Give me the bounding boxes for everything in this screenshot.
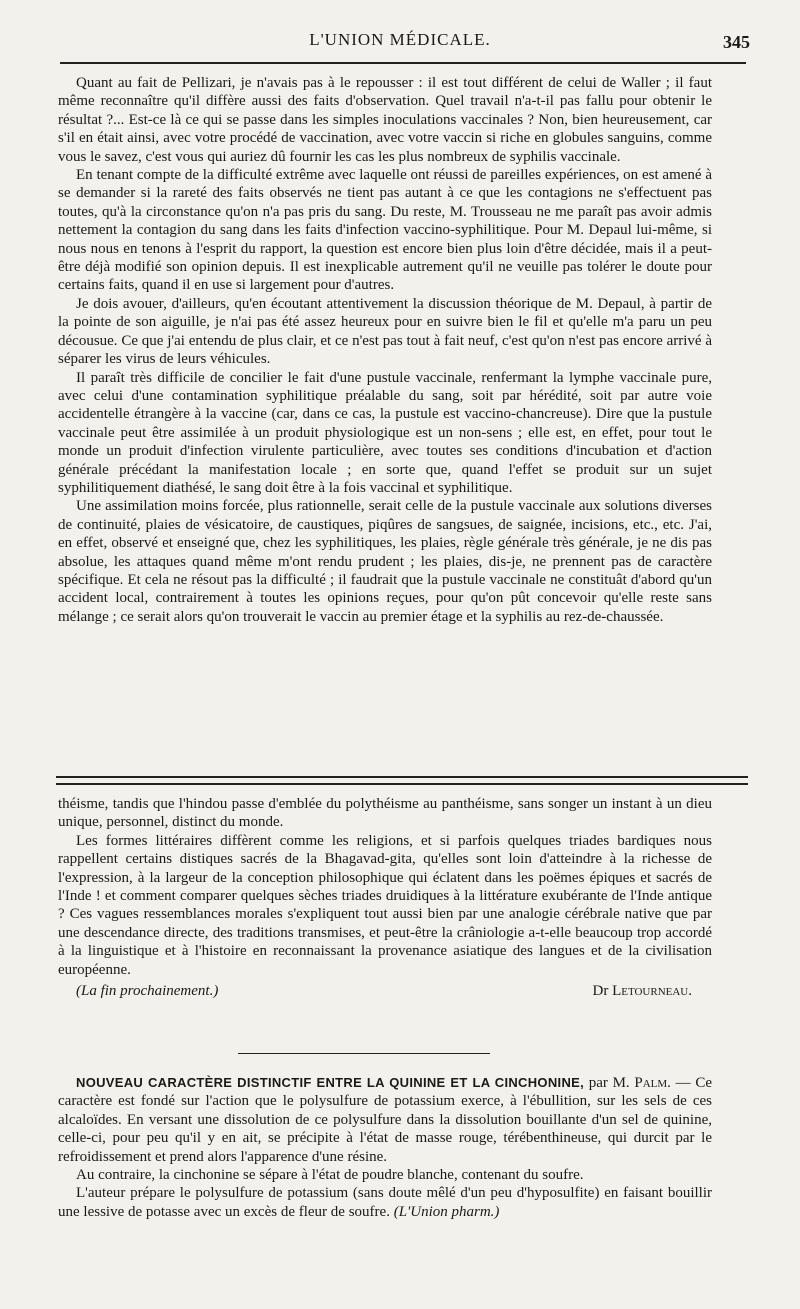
note-dash: — — [675, 1075, 691, 1091]
note-author: Palm. — [634, 1075, 671, 1091]
note-text: Ce caractère est fondé sur l'action que le polysulfure de potassium exerce, à l'ébullition, sur les sels de ces alcaloïdes. En versant une dissolution de ce polysulfure dans la dissolution bouillante d'un sel de quinine, celle-ci, pour peu qu'il y en ait, se précipite à l'état de masse rouge, térébenthineuse, qui durcit par le refroidissement et prend alors l'apparence d'une résine. — [58, 1075, 712, 1165]
article-paragraph: Les formes littéraires diffèrent comme les religions, et si parfois quelques triades bardiques nous rappellent certains distiques sacrés de la Bhagavad-gita, qu'elles sont loin d'atteindre à la richesse de l'expression, à la largeur de la conception philosophique qui éclatent dans les poëmes épiques et sacrés de l'Inde ! et comment comparer quelques sèches triades druidiques à la littérature exubérante de l'Inde antique ? Ces vagues ressemblances morales s'expliquent tout aussi bien par une analogie cérébrale native que par une descendance directe, des traditions transmises, et peut-être la crâniologie a-t-elle beaucoup trop accordé à la linguistique et à l'histoire en reconnaissant la provenance asiatique des langues et de la civilisation européenne. — [58, 832, 712, 978]
note-paragraph — [58, 1074, 712, 1166]
author-prefix: Dr — [592, 983, 609, 1000]
continuation-note: (La fin prochainement.) — [76, 983, 219, 1000]
page-number: 345 — [723, 32, 750, 52]
feuilleton-paragraph: Une assimilation moins forcée, plus rationnelle, serait celle de la pustule vaccinale aux solutions diverses de continuité, plaies de vésicatoire, de caustiques, piqûres de sangsues, de saignée, incisions, etc., etc. J'ai, en effet, observé et enseigné que, chez les syphilitiques, les plaies, règle générale très générale, je ne dis pas absolue, les attaques quand même m'ont rendu prudent ; les plaies, dis-je, ne prennent pas de caractère spécifique. Et cela ne résout pas la difficulté ; il faudrait que la pustule vaccinale ne constituât d'abord qu'un accident local, contrairement à toutes les opinions reçues, pour qu'on pût concevoir qu'elle reste sans mélange ; ce serait alors qu'on trouverait le vaccin au premier étage et la syphilis au rez-de-chaussée. — [58, 498, 712, 625]
feuilleton-section — [58, 74, 712, 626]
article-section — [58, 795, 712, 1000]
signature-line — [58, 983, 712, 1000]
article-paragraph: théisme, tandis que l'hindou passe d'emblée du polythéisme au panthéisme, sans songer un instant à un dieu unique, personnel, distinct du monde. — [58, 796, 712, 831]
feuilleton-paragraph: Quant au fait de Pellizari, je n'avais pas à le repousser : il est tout différent de celui de Waller ; il faut même reconnaître qu'il diffère aussi des faits d'observation. Quel travail n'a-t-il pas fallu pour obtenir le résultat ?... Est-ce là ce qui se passe dans les simples inoculations vaccinales ? Non, bien heureusement, car s'il en était ainsi, avec votre procédé de vaccination, avec votre vaccin si riche en globules sanguins, comme vous le savez, c'est vous qui auriez dû fournir les cas les plus nombreux de syphilis vaccinale. — [58, 75, 712, 165]
note-title: NOUVEAU CARACTÈRE DISTINCTIF ENTRE LA QUININE ET LA CINCHONINE, — [76, 1075, 585, 1090]
note-by: par M. — [588, 1075, 630, 1091]
note-section — [58, 1074, 712, 1221]
note-source: (L'Union pharm.) — [393, 1203, 500, 1220]
note-paragraph — [58, 1184, 712, 1221]
running-head — [40, 30, 760, 64]
note-text: L'auteur prépare le polysulfure de potassium (sans doute mêlé d'un peu d'hyposulfite) en faisant bouillir une lessive de potasse avec un excès de fleur de soufre. — [58, 1185, 712, 1220]
header-rule — [60, 62, 746, 64]
feuilleton-paragraph: En tenant compte de la difficulté extrême avec laquelle ont réussi de pareilles expériences, on est amené à se demander si la rareté des faits observés ne tient pas autant à ce que les contagions ne s'effectuent pas toutes, qu'à la circonstance qu'on n'a pas pris du sang. Du reste, M. Trousseau ne me paraît pas avoir admis nettement la contagion du sang dans les faits d'infection vaccino-syphilitique. Pour M. Depaul lui-même, si nous nous en tenons à l'esprit du rapport, la question est encore bien plus loin d'être décidée, mais il a peut-être déjà modifié son opinion depuis. Il est inexplicable autrement qu'il ne veuille pas tolérer le doute pour certains faits, quand il en use si largement pour d'autres. — [58, 167, 712, 294]
feuilleton-paragraph: Je dois avouer, d'ailleurs, qu'en écoutant attentivement la discussion théorique de M. Depaul, à partir de la pointe de son aiguille, je n'ai pas été assez heureux pour en suivre bien le fil et qu'elle m'a paru un peu décousue. Ce que j'ai entendu de plus clair, et ce n'est pas tout à fait neuf, c'est qu'on n'est pas encore arrivé à séparer les virus de leurs véhicules. — [58, 295, 712, 368]
section-divider — [56, 776, 748, 785]
journal-title: L'UNION MÉDICALE. — [309, 30, 491, 49]
author-signature — [592, 983, 692, 1000]
short-divider — [238, 1053, 490, 1054]
note-paragraph: Au contraire, la cinchonine se sépare à l'état de poudre blanche, contenant du soufre. — [76, 1167, 584, 1184]
author-name: Letourneau. — [612, 983, 692, 1000]
feuilleton-paragraph: Il paraît très difficile de concilier le fait d'une pustule vaccinale, renfermant la lymphe vaccinale pure, avec celui d'une contamination syphilitique préalable du sang, soit par hérédité, soit par autre voie accidentelle étrangère à la vaccine (car, dans ce cas, la pustule est vaccino-chancreuse). Dire que la pustule vaccinale peut être assimilée à un produit physiologique est un non-sens ; elle est, en effet, pour tout le monde un produit d'infection virulente particulière, avec toutes ses conditions d'incubation et d'action générale précédant la manifestation locale ; en sorte que, quand l'effet se produit sur un sujet syphilitiquement diathésé, le sang doit être à la fois vaccinal et syphilitique. — [58, 369, 712, 496]
